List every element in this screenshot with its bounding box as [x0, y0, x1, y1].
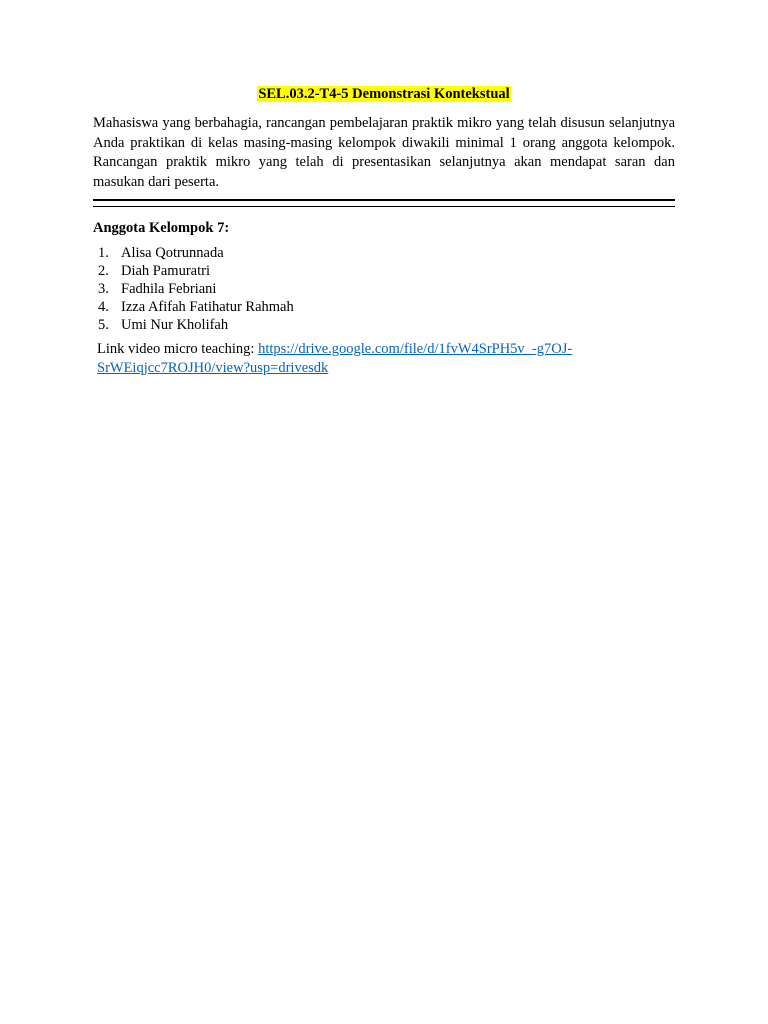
- intro-paragraph: Mahasiswa yang berbahagia, rancangan pembelajaran praktik mikro yang telah disusun selanjutnya Anda praktikan di kelas masing-masing kelompok diwakili minimal 1 orang anggota kelompok. Rancangan praktik mikro yang telah di presentasikan selanjutnya akan mendapat saran dan masukan dari peserta.: [93, 115, 675, 190]
- member-list: [93, 244, 675, 334]
- list-number: 4.: [98, 299, 109, 315]
- member-name: Diah Pamuratri: [121, 263, 210, 279]
- double-divider: [93, 199, 675, 207]
- document-page: [93, 84, 675, 377]
- title-block: [93, 84, 675, 106]
- member-name: Umi Nur Kholifah: [121, 317, 229, 333]
- document-title: SEL.03.2-T4-5 Demonstrasi Kontekstual: [258, 86, 510, 102]
- list-number: 3.: [98, 281, 109, 297]
- list-item: [93, 262, 675, 280]
- member-name: Alisa Qotrunnada: [121, 245, 224, 261]
- list-item: [93, 280, 675, 298]
- list-number: 5.: [98, 317, 109, 333]
- list-number: 2.: [98, 263, 109, 279]
- video-link-line1[interactable]: https://drive.google.com/file/d/1fvW4SrPH5v_-g7OJ-: [258, 341, 573, 357]
- member-name: Fadhila Febriani: [121, 281, 217, 297]
- list-item: [93, 244, 675, 262]
- member-name: Izza Afifah Fatihatur Rahmah: [121, 299, 294, 315]
- list-number: 1.: [98, 245, 109, 261]
- video-link-line2[interactable]: SrWEiqjcc7ROJH0/view?usp=drivesdk: [97, 359, 329, 376]
- list-item: [93, 316, 675, 334]
- link-label: Link video micro teaching:: [97, 341, 259, 357]
- video-link-paragraph: [97, 340, 637, 377]
- group-heading: Anggota Kelompok 7:: [93, 220, 230, 236]
- list-item: [93, 298, 675, 316]
